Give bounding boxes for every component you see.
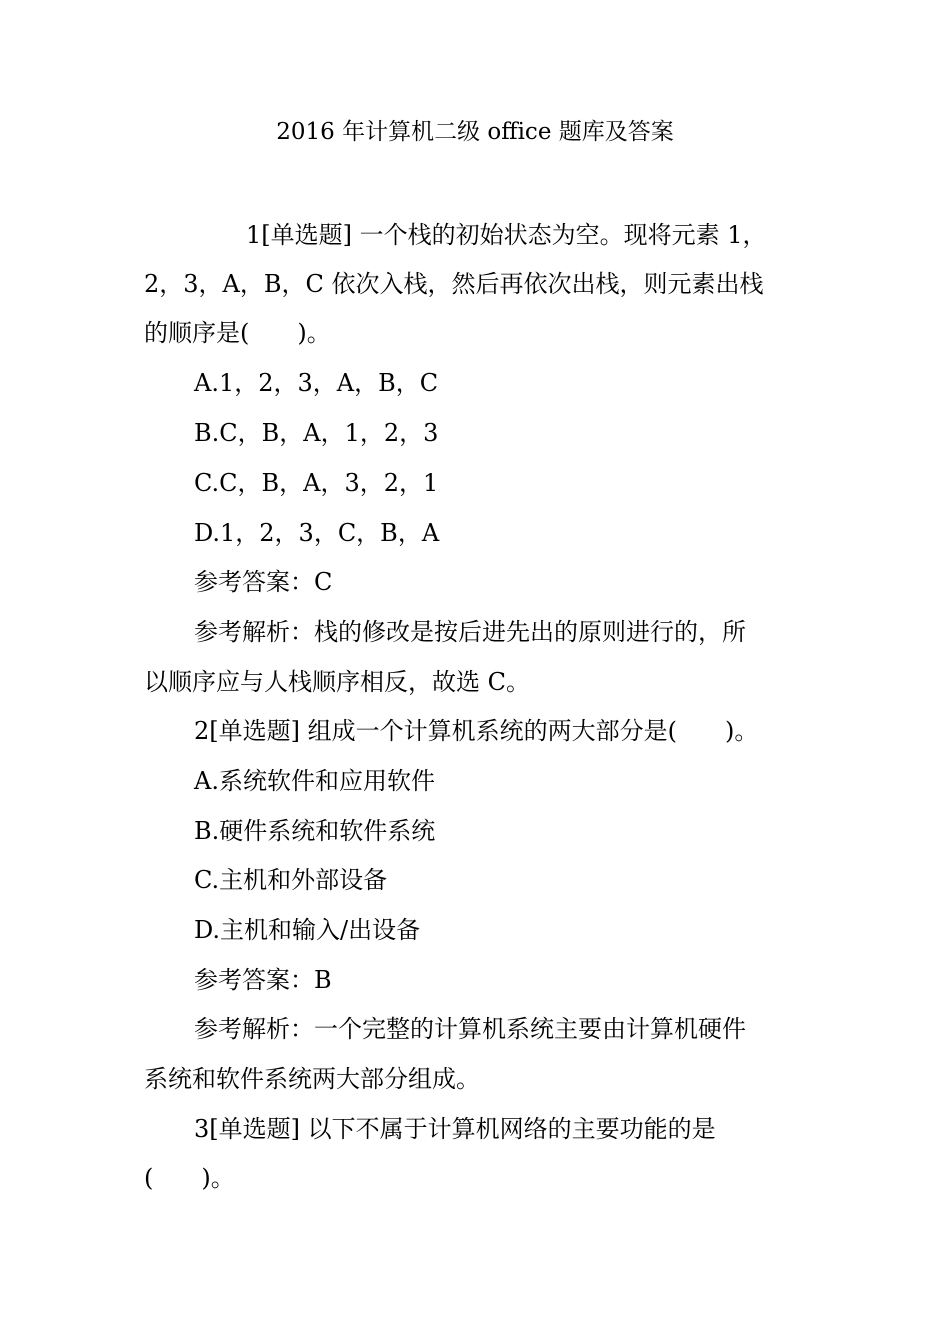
question-1-stem-line-3: 的顺序是( )。 [144, 319, 331, 347]
question-3-stem-line-2: ( )。 [144, 1164, 235, 1192]
question-2-option-b: B.硬件系统和软件系统 [194, 817, 436, 845]
question-1-analysis-line-1: 参考解析：栈的修改是按后进先出的原则进行的，所 [194, 618, 746, 646]
question-2-analysis-line-2: 系统和软件系统两大部分组成。 [144, 1065, 480, 1093]
question-1-option-b: B.C，B，A，1，2，3 [194, 419, 439, 447]
question-2-answer: 参考答案：B [194, 966, 332, 994]
document-title: 2016 年计算机二级 office 题库及答案 [276, 119, 674, 145]
question-2-stem-line-1: 2[单选题] 组成一个计算机系统的两大部分是( )。 [194, 717, 759, 745]
question-1-option-a: A.1，2，3，A，B，C [194, 369, 439, 397]
question-2-option-c: C.主机和外部设备 [194, 866, 388, 894]
question-1-option-d: D.1，2，3，C，B，A [194, 519, 440, 547]
question-2-option-d: D.主机和输入/出设备 [194, 916, 421, 944]
question-2-analysis-line-1: 参考解析：一个完整的计算机系统主要由计算机硬件 [194, 1015, 746, 1043]
question-1-stem-line-1: 1[单选题] 一个栈的初始状态为空。现将元素 1， [246, 221, 767, 249]
question-1-stem-line-2: 2，3，A，B，C 依次入栈，然后再依次出栈，则元素出栈 [144, 270, 764, 298]
question-1-answer: 参考答案：C [194, 568, 333, 596]
question-3-stem-line-1: 3[单选题] 以下不属于计算机网络的主要功能的是 [194, 1115, 716, 1143]
question-2-option-a: A.系统软件和应用软件 [194, 767, 435, 795]
question-1-analysis-line-2: 以顺序应与人栈顺序相反，故选 C。 [144, 668, 530, 696]
question-1-option-c: C.C，B，A，3，2，1 [194, 469, 439, 497]
